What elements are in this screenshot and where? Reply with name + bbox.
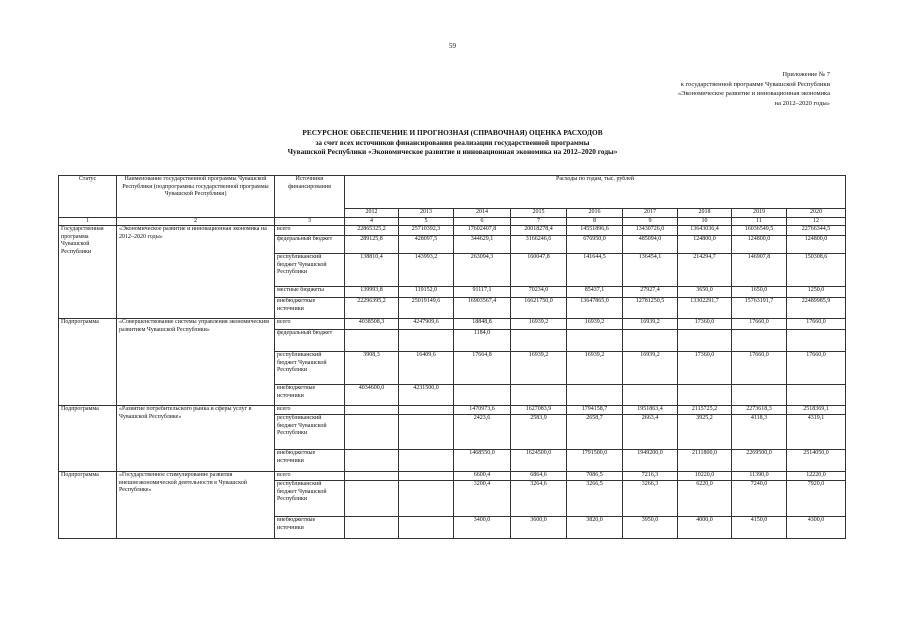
amount-cell xyxy=(345,330,399,352)
block-status: Подпрограмма xyxy=(59,319,117,406)
page-number: 59 xyxy=(449,42,456,50)
appendix-line: Приложение № 7 xyxy=(782,71,830,78)
block-name: «Государственное стимулирование развития внешнеэкономической деятельности в Чувашской Республике» xyxy=(117,472,275,539)
funding-source: внебюджетные источники xyxy=(275,450,345,472)
funding-source: республиканский бюджет Чувашской Республики xyxy=(275,254,345,287)
amount-cell xyxy=(399,330,454,352)
amount-cell: 2111800,0 xyxy=(678,450,732,472)
amount-cell xyxy=(345,472,399,481)
amount-cell: 13643036,4 xyxy=(678,226,732,236)
amount-cell: 1949200,0 xyxy=(623,450,678,472)
heading-subtitle: за счет всех источников финансирования реализации государственной программы xyxy=(315,137,590,147)
column-number: 12 xyxy=(787,217,846,226)
amount-cell xyxy=(399,406,454,415)
header-year: 2012 xyxy=(345,209,399,218)
amount-cell: 1470973,6 xyxy=(454,406,511,415)
amount-cell: 7240,0 xyxy=(732,481,787,517)
amount-cell: 3820,0 xyxy=(567,517,623,539)
block-status: Подпрограмма xyxy=(59,472,117,539)
table-row xyxy=(59,319,846,330)
amount-cell: 2663,4 xyxy=(623,415,678,450)
amount-cell: 160047,8 xyxy=(511,254,567,287)
amount-cell: 16939,2 xyxy=(623,352,678,385)
amount-cell: 2518369,1 xyxy=(787,406,846,415)
amount-cell: 14551896,6 xyxy=(567,226,623,236)
amount-cell xyxy=(345,415,399,450)
amount-cell: 2423,6 xyxy=(454,415,511,450)
funding-source: республиканский бюджет Чувашской Республики xyxy=(275,415,345,450)
funding-source: республиканский бюджет Чувашской Республики xyxy=(275,481,345,517)
amount-cell: 2273618,3 xyxy=(732,406,787,415)
amount-cell: 4038508,3 xyxy=(345,319,399,330)
amount-cell: 3264,6 xyxy=(511,481,567,517)
amount-cell: 1627083,9 xyxy=(511,406,567,415)
amount-cell: 124800,0 xyxy=(732,236,787,254)
amount-cell: 1184,0 xyxy=(454,330,511,352)
amount-cell: 16939,2 xyxy=(567,352,623,385)
block-name: «Развитие потребительского рынка и сферы услуг в Чувашской Республике» xyxy=(117,406,275,472)
amount-cell: 16903567,4 xyxy=(454,298,511,319)
appendix-note xyxy=(600,70,830,108)
amount-cell: 91117,1 xyxy=(454,287,511,298)
amount-cell: 7216,3 xyxy=(623,472,678,481)
amount-cell: 4319,1 xyxy=(787,415,846,450)
amount-cell xyxy=(399,415,454,450)
amount-cell: 17660,0 xyxy=(787,319,846,330)
amount-cell: 3650,0 xyxy=(678,287,732,298)
table-row xyxy=(59,472,846,481)
amount-cell xyxy=(511,330,567,352)
amount-cell: 4000,0 xyxy=(678,517,732,539)
amount-cell: 16409,6 xyxy=(399,352,454,385)
amount-cell: 16939,2 xyxy=(623,319,678,330)
funding-source: всего xyxy=(275,226,345,236)
column-number: 9 xyxy=(623,217,678,226)
amount-cell: 143993,2 xyxy=(399,254,454,287)
amount-cell: 119152,0 xyxy=(399,287,454,298)
amount-cell: 6220,0 xyxy=(678,481,732,517)
amount-cell: 16939,2 xyxy=(511,319,567,330)
funding-source: внебюджетные источники xyxy=(275,385,345,406)
amount-cell: 3925,2 xyxy=(678,415,732,450)
amount-cell: 17602407,8 xyxy=(454,226,511,236)
header-year: 2016 xyxy=(567,209,623,218)
amount-cell: 1951863,4 xyxy=(623,406,678,415)
funding-source: всего xyxy=(275,406,345,415)
amount-cell: 485094,0 xyxy=(623,236,678,254)
amount-cell: 4247909,6 xyxy=(399,319,454,330)
amount-cell: 3908,3 xyxy=(345,352,399,385)
amount-cell: 289125,8 xyxy=(345,236,399,254)
amount-cell xyxy=(345,406,399,415)
header-source: Источники финансирования xyxy=(275,176,345,218)
amount-cell: 22296395,2 xyxy=(345,298,399,319)
amount-cell: 3266,5 xyxy=(567,481,623,517)
table-body xyxy=(59,226,846,539)
amount-cell: 17360,0 xyxy=(678,352,732,385)
amount-cell: 150308,6 xyxy=(787,254,846,287)
amount-cell xyxy=(399,517,454,539)
funding-source: местные бюджеты xyxy=(275,287,345,298)
header-year: 2018 xyxy=(678,209,732,218)
amount-cell: 138810,4 xyxy=(345,254,399,287)
block-status: Подпрограмма xyxy=(59,406,117,472)
amount-cell: 2514050,0 xyxy=(787,450,846,472)
amount-cell: 22865325,2 xyxy=(345,226,399,236)
header-status: Статус xyxy=(59,176,117,218)
amount-cell xyxy=(678,385,732,406)
heading-subtitle: Чувашской Республики «Экономическое развитие и инновационная экономика на 2012–2020 годы» xyxy=(287,147,618,156)
amount-cell: 3200,4 xyxy=(454,481,511,517)
amount-cell: 25019149,6 xyxy=(399,298,454,319)
amount-cell: 1650,0 xyxy=(732,287,787,298)
amount-cell xyxy=(787,330,846,352)
column-number: 1 xyxy=(59,217,117,226)
amount-cell: 2269500,0 xyxy=(732,450,787,472)
amount-cell xyxy=(567,385,623,406)
amount-cell: 6864,6 xyxy=(511,472,567,481)
amount-cell: 214294,7 xyxy=(678,254,732,287)
column-number: 2 xyxy=(117,217,275,226)
block-name: «Совершенствование системы управления экономическим развитием Чувашской Республики» xyxy=(117,319,275,406)
amount-cell xyxy=(399,450,454,472)
amount-cell: 12781250,5 xyxy=(623,298,678,319)
amount-cell: 12220,0 xyxy=(787,472,846,481)
amount-cell: 18848,8 xyxy=(454,319,511,330)
amount-cell: 3166246,6 xyxy=(511,236,567,254)
amount-cell: 4150,0 xyxy=(732,517,787,539)
column-number: 3 xyxy=(275,217,345,226)
heading-title: РЕСУРСНОЕ ОБЕСПЕЧЕНИЕ И ПРОГНОЗНАЯ (СПРАВОЧНАЯ) ОЦЕНКА РАСХОДОВ xyxy=(302,128,603,137)
amount-cell: 16621750,0 xyxy=(511,298,567,319)
header-expenses: Расходы по годам, тыс. рублей xyxy=(345,176,846,209)
column-number: 7 xyxy=(511,217,567,226)
amount-cell: 428097,5 xyxy=(399,236,454,254)
header-year: 2019 xyxy=(732,209,787,218)
amount-cell: 1794158,7 xyxy=(567,406,623,415)
funding-source: всего xyxy=(275,319,345,330)
column-number: 4 xyxy=(345,217,399,226)
amount-cell: 263094,3 xyxy=(454,254,511,287)
amount-cell: 85437,1 xyxy=(567,287,623,298)
resource-table xyxy=(58,175,846,539)
amount-cell: 3400,0 xyxy=(454,517,511,539)
funding-source: федеральный бюджет xyxy=(275,330,345,352)
amount-cell: 10220,0 xyxy=(678,472,732,481)
amount-cell xyxy=(345,481,399,517)
amount-cell: 2583,9 xyxy=(511,415,567,450)
amount-cell: 13430726,0 xyxy=(623,226,678,236)
funding-source: внебюджетные источники xyxy=(275,517,345,539)
amount-cell: 17360,0 xyxy=(678,319,732,330)
amount-cell: 20018278,4 xyxy=(511,226,567,236)
block-name: «Экономическое развитие и инновационная экономика на 2012–2020 годы» xyxy=(117,226,275,319)
appendix-line: к государственной программе Чувашской Республики xyxy=(680,80,830,88)
amount-cell xyxy=(345,517,399,539)
amount-cell: 344629,1 xyxy=(454,236,511,254)
amount-cell xyxy=(345,450,399,472)
amount-cell: 17664,8 xyxy=(454,352,511,385)
column-number: 8 xyxy=(567,217,623,226)
amount-cell: 146907,8 xyxy=(732,254,787,287)
amount-cell: 2115725,2 xyxy=(678,406,732,415)
header-year: 2020 xyxy=(787,209,846,218)
amount-cell: 3600,0 xyxy=(511,517,567,539)
amount-cell: 7086,5 xyxy=(567,472,623,481)
amount-cell: 17660,0 xyxy=(732,319,787,330)
header-year: 2015 xyxy=(511,209,567,218)
amount-cell xyxy=(787,385,846,406)
amount-cell: 22489985,9 xyxy=(787,298,846,319)
column-number: 11 xyxy=(732,217,787,226)
amount-cell: 15763191,7 xyxy=(732,298,787,319)
header-name: Наименование государственной программы Чувашской Республики (подпрограммы государственной программы Чувашской Республики) xyxy=(117,176,275,218)
amount-cell xyxy=(399,481,454,517)
amount-cell: 676950,0 xyxy=(567,236,623,254)
amount-cell xyxy=(623,385,678,406)
amount-cell xyxy=(678,330,732,352)
amount-cell xyxy=(511,385,567,406)
amount-cell: 11390,0 xyxy=(732,472,787,481)
amount-cell: 22766344,5 xyxy=(787,226,846,236)
amount-cell xyxy=(454,385,511,406)
table-row xyxy=(59,406,846,415)
header-year: 2014 xyxy=(454,209,511,218)
amount-cell: 1468550,0 xyxy=(454,450,511,472)
appendix-line: «Экономическое развитие и инновационная экономика xyxy=(677,90,830,97)
funding-source: всего xyxy=(275,472,345,481)
amount-cell: 13647865,0 xyxy=(567,298,623,319)
funding-source: внебюджетные источники xyxy=(275,298,345,319)
amount-cell: 1250,0 xyxy=(787,287,846,298)
amount-cell: 139993,8 xyxy=(345,287,399,298)
column-number: 5 xyxy=(399,217,454,226)
amount-cell: 16036549,5 xyxy=(732,226,787,236)
amount-cell: 27927,4 xyxy=(623,287,678,298)
funding-source: федеральный бюджет xyxy=(275,236,345,254)
amount-cell: 136454,1 xyxy=(623,254,678,287)
amount-cell: 7920,0 xyxy=(787,481,846,517)
funding-source: республиканский бюджет Чувашской Республики xyxy=(275,352,345,385)
amount-cell xyxy=(732,330,787,352)
amount-cell: 4300,0 xyxy=(787,517,846,539)
amount-cell xyxy=(399,472,454,481)
amount-cell: 3950,0 xyxy=(623,517,678,539)
amount-cell xyxy=(732,385,787,406)
amount-cell: 4034600,0 xyxy=(345,385,399,406)
amount-cell: 124800,0 xyxy=(787,236,846,254)
amount-cell: 16939,2 xyxy=(511,352,567,385)
amount-cell: 6600,4 xyxy=(454,472,511,481)
amount-cell: 141644,5 xyxy=(567,254,623,287)
amount-cell: 3266,3 xyxy=(623,481,678,517)
amount-cell: 17660,0 xyxy=(732,352,787,385)
header-year: 2013 xyxy=(399,209,454,218)
table-row xyxy=(59,226,846,236)
column-number: 6 xyxy=(454,217,511,226)
amount-cell: 1791500,0 xyxy=(567,450,623,472)
amount-cell: 13302291,7 xyxy=(678,298,732,319)
document-heading xyxy=(0,128,905,157)
block-status: Государственная программа Чувашской Республики xyxy=(59,226,117,319)
amount-cell: 2658,7 xyxy=(567,415,623,450)
header-year: 2017 xyxy=(623,209,678,218)
amount-cell xyxy=(623,330,678,352)
amount-cell: 4118,3 xyxy=(732,415,787,450)
amount-cell: 17660,0 xyxy=(787,352,846,385)
appendix-line: на 2012–2020 годы» xyxy=(774,99,830,107)
amount-cell: 16939,2 xyxy=(567,319,623,330)
amount-cell: 124800,0 xyxy=(678,236,732,254)
amount-cell: 4231500,0 xyxy=(399,385,454,406)
amount-cell: 25710392,3 xyxy=(399,226,454,236)
amount-cell: 1624500,0 xyxy=(511,450,567,472)
amount-cell: 70234,0 xyxy=(511,287,567,298)
column-number: 10 xyxy=(678,217,732,226)
amount-cell xyxy=(567,330,623,352)
